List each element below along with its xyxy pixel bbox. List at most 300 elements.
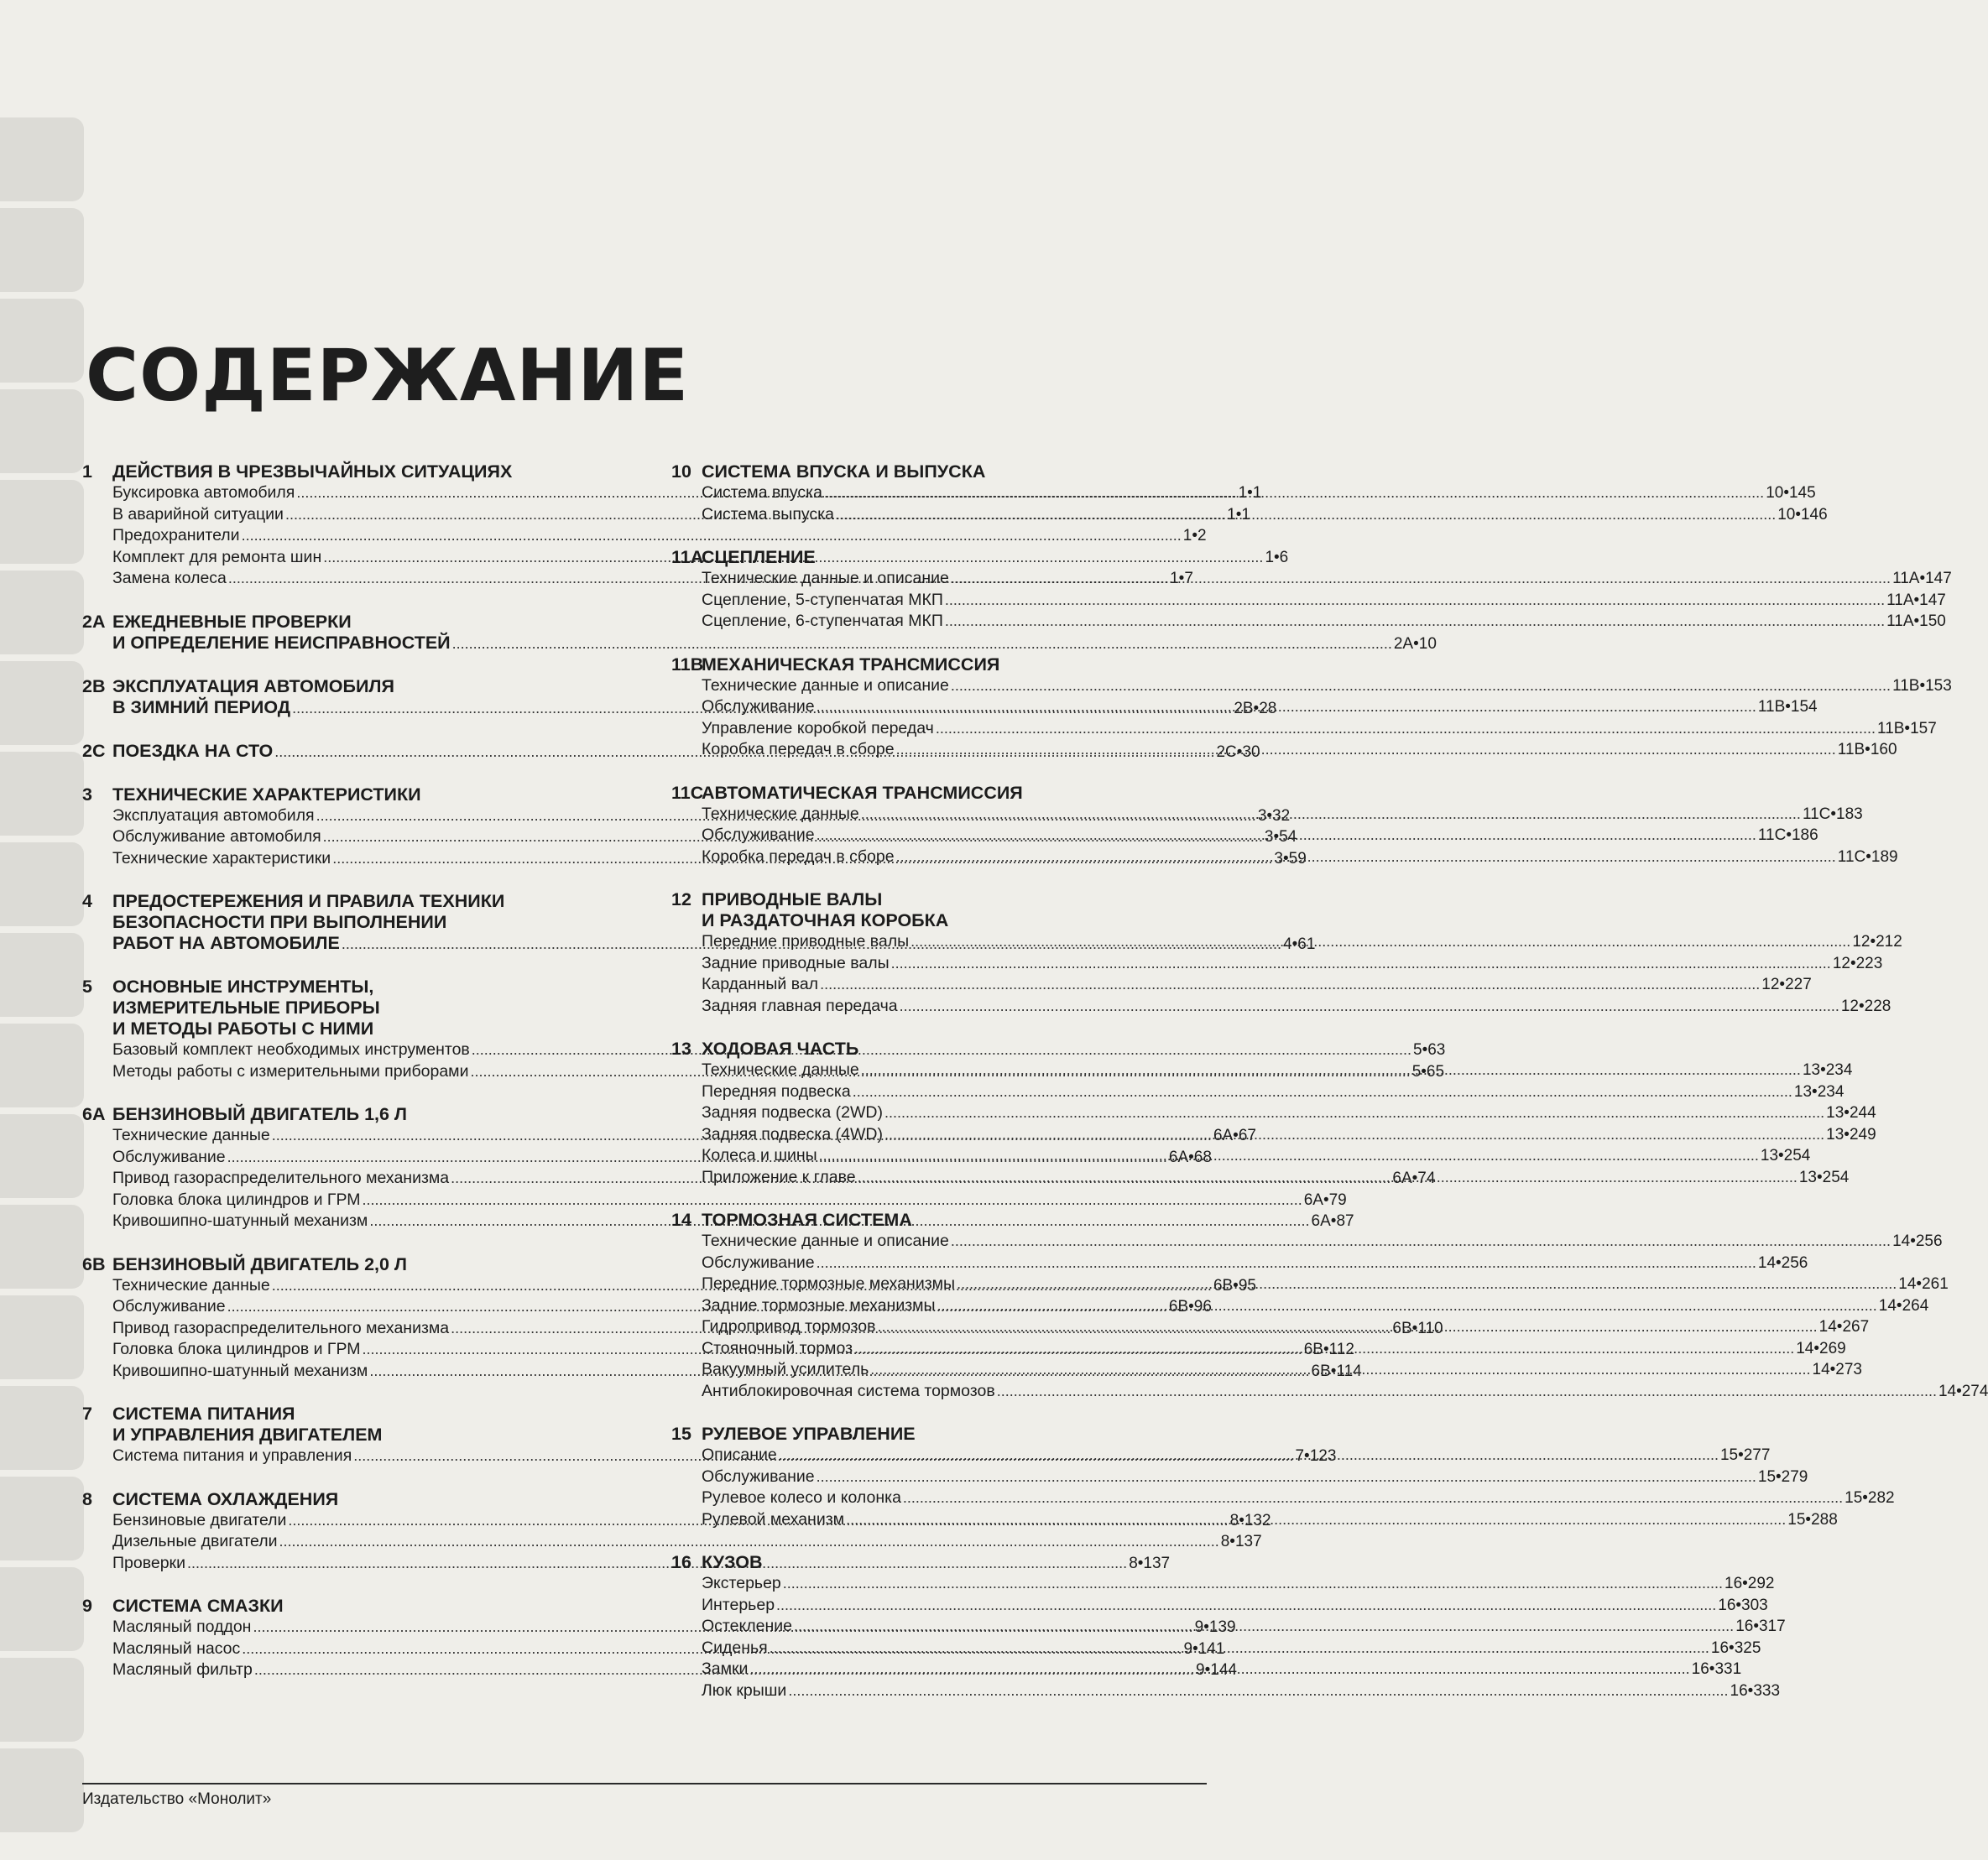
section-heading	[82, 784, 636, 805]
section-number: 12	[671, 889, 691, 909]
entry-text: Буксировка автомобиля	[112, 483, 295, 502]
leader-dots	[884, 1102, 1824, 1124]
section-heading	[671, 547, 1190, 568]
page-number: 16•331	[1691, 1660, 1742, 1678]
section-title-line: СИСТЕМА ВПУСКА И ВЫПУСКА	[702, 461, 986, 482]
section-title-line: БЕНЗИНОВЫЙ ДВИГАТЕЛЬ 1,6 Л	[112, 1104, 408, 1124]
leader-dots	[877, 1316, 1817, 1338]
section-title-line: СЦЕПЛЕНИЕ	[702, 547, 816, 567]
entry-text: Задняя подвеска (2WD)	[702, 1103, 883, 1122]
ghost-tab	[0, 933, 84, 1017]
toc-entry	[702, 1573, 1775, 1595]
section-number: 3	[82, 784, 92, 805]
section-number: 5	[82, 977, 92, 997]
section-title	[112, 784, 636, 805]
entry-text: Сцепление, 5-ступенчатая МКП	[702, 590, 943, 609]
section-title-line: И МЕТОДЫ РАБОТЫ С НИМИ	[112, 1019, 374, 1039]
section-title-line: ПРИВОДНЫЕ ВАЛЫ	[702, 889, 883, 909]
section-title-text: ПОЕЗДКА НА СТО	[112, 740, 274, 761]
toc-entry	[702, 1487, 1895, 1509]
page-number: 14•273	[1812, 1361, 1862, 1378]
leader-dots	[819, 1145, 1759, 1167]
entry-text: Система впуска	[702, 483, 822, 502]
entry-text: Обслуживание	[702, 1253, 815, 1272]
ghost-tab	[0, 117, 84, 201]
section-heading	[671, 889, 1190, 931]
page-number: 3•59	[1274, 849, 1307, 867]
entry-text: Масляный фильтр	[112, 1660, 253, 1679]
toc-entry	[702, 953, 1883, 975]
entry-text: Люк крыши	[702, 1680, 787, 1700]
entry-text: Колеса и шины	[702, 1146, 817, 1164]
section-title	[112, 1104, 636, 1125]
entry-text: Замена колеса	[112, 569, 227, 587]
page-number: 11A•147	[1892, 570, 1952, 587]
toc-entry	[112, 1190, 1347, 1211]
entry-text: Интерьер	[702, 1595, 775, 1614]
page-number: 12•227	[1761, 976, 1812, 993]
section-title-line: СИСТЕМА ОХЛАЖДЕНИЯ	[112, 1488, 339, 1509]
leader-dots	[896, 739, 1836, 761]
entry-text: Экстерьер	[702, 1574, 781, 1592]
publisher-footer: Издательство «Монолит»	[82, 1790, 272, 1808]
entry-text: Описание	[702, 1446, 777, 1464]
toc-entry	[702, 675, 1952, 697]
ghost-tab	[0, 1024, 84, 1107]
section-title-line: БЕНЗИНОВЫЙ ДВИГАТЕЛЬ 2,0 Л	[112, 1253, 408, 1274]
entry-text: Головка блока цилиндров и ГРМ	[112, 1190, 361, 1209]
leader-dots	[870, 1359, 1810, 1381]
page-number: 16•317	[1735, 1618, 1786, 1635]
entry-text: Базовый комплект необходимых инструментов	[112, 1040, 470, 1059]
entry-text: Проверки	[112, 1553, 185, 1572]
page-number: 16•303	[1718, 1596, 1768, 1614]
toc-entry	[702, 568, 1952, 590]
section-title-line: ДЕЙСТВИЯ В ЧРЕЗВЫЧАЙНЫХ СИТУАЦИЯХ	[112, 461, 513, 482]
section-heading	[82, 461, 636, 482]
section-title-line: АВТОМАТИЧЕСКАЯ ТРАНСМИССИЯ	[702, 782, 1023, 803]
leader-dots	[891, 953, 1831, 975]
section-title	[702, 1210, 1190, 1231]
section-title	[112, 1254, 636, 1275]
ghost-tab	[0, 299, 84, 383]
toc-entry	[702, 1102, 1876, 1124]
page-number: 16•292	[1724, 1575, 1775, 1592]
leader-dots	[937, 1295, 1877, 1317]
entry-text: Обслуживание	[112, 1297, 226, 1316]
page-number: 6B•95	[1213, 1276, 1256, 1295]
section-title-line: ЭКСПЛУАТАЦИЯ АВТОМОБИЛЯ	[112, 675, 394, 696]
section-heading	[82, 1596, 636, 1617]
section-title	[702, 1424, 1190, 1445]
leader-dots	[853, 1081, 1792, 1103]
section-number: 10	[671, 461, 691, 482]
section-heading	[82, 1104, 636, 1125]
entry-text: Приложение к главе	[702, 1167, 856, 1186]
entry-text: Масляный насос	[112, 1639, 241, 1658]
ghost-tab	[0, 1477, 84, 1560]
leader-dots	[749, 1659, 1689, 1680]
page-number: 6B•110	[1392, 1319, 1443, 1337]
entry-text: Обслуживание	[112, 1147, 226, 1166]
page-number: 14•267	[1818, 1318, 1870, 1336]
entry-text: Технические данные и описание	[702, 569, 949, 587]
entry-text: Задняя подвеска (4WD)	[702, 1124, 883, 1144]
section-title	[702, 1039, 1190, 1060]
section-title	[702, 889, 1190, 931]
page-number: 11B•160	[1837, 741, 1897, 758]
section-title-line: РУЛЕВОЕ УПРАВЛЕНИЕ	[702, 1424, 916, 1444]
entry-text: Обслуживание автомобиля	[112, 827, 321, 846]
section-title-line: ПРЕДОСТЕРЕЖЕНИЯ И ПРАВИЛА ТЕХНИКИ	[112, 891, 505, 911]
entry-text: Гидропривод тормозов	[702, 1317, 876, 1336]
entry-text: Рулевое колесо и колонка	[702, 1488, 901, 1507]
ghost-tab	[0, 752, 84, 836]
section-heading	[671, 1424, 1190, 1445]
entry-text: Карданный вал	[702, 975, 819, 993]
entry-text: Остекление	[702, 1617, 792, 1635]
leader-dots	[951, 1231, 1891, 1253]
section-number: 6A	[82, 1104, 106, 1124]
section-title	[702, 461, 1190, 482]
section-title-line: ИЗМЕРИТЕЛЬНЫЕ ПРИБОРЫ	[112, 998, 380, 1018]
toc-entry	[112, 525, 1207, 547]
page-number: 15•282	[1845, 1489, 1895, 1507]
entry-text: Система питания и управления	[112, 1446, 352, 1465]
toc-entry	[702, 1295, 1929, 1317]
section-number: 11B	[671, 654, 704, 675]
section-number: 4	[82, 891, 92, 911]
entry-text: Технические характеристики	[112, 848, 331, 867]
toc-entry	[702, 1145, 1811, 1167]
entry-text: Технические данные	[112, 1275, 270, 1295]
page-number: 16•333	[1730, 1681, 1781, 1700]
entry-text: Стояночный тормоз	[702, 1338, 853, 1357]
section-heading	[671, 1039, 1190, 1060]
section-title-line: ОСНОВНЫЕ ИНСТРУМЕНТЫ,	[112, 977, 374, 997]
page-number: 4•61	[1283, 935, 1316, 953]
section-number: 11C	[671, 782, 704, 803]
page-number: 6A•67	[1213, 1127, 1256, 1144]
leader-dots	[896, 847, 1836, 868]
leader-dots	[884, 1124, 1824, 1146]
page-number: 13•254	[1798, 1168, 1850, 1186]
section-number: 2A	[82, 611, 106, 632]
leader-dots	[788, 1680, 1728, 1702]
toc-entry	[702, 996, 1891, 1018]
section-heading	[671, 1210, 1190, 1231]
entry-text: Передние тормозные механизмы	[702, 1274, 956, 1293]
entry-text: Задние тормозные механизмы	[702, 1295, 936, 1315]
ghost-tab	[0, 1567, 84, 1651]
page-number: 6B•96	[1168, 1298, 1212, 1316]
entry-text: Задние приводные валы	[702, 953, 890, 972]
page-number: 13•249	[1826, 1125, 1876, 1144]
leader-dots	[957, 1274, 1897, 1295]
leader-dots	[861, 804, 1801, 826]
leader-dots	[794, 1616, 1734, 1638]
entry-text: Технические данные и описание	[702, 675, 949, 695]
page-number: 10•145	[1766, 484, 1816, 502]
page-number: 15•288	[1787, 1510, 1838, 1529]
page-number: 14•264	[1878, 1296, 1929, 1315]
entry-text: Привод газораспределительного механизма	[112, 1169, 450, 1187]
leader-dots	[911, 931, 1850, 953]
toc-entry	[702, 1595, 1768, 1617]
leader-dots	[817, 825, 1756, 847]
page-number: 11C•183	[1802, 805, 1863, 823]
page-number: 11B•157	[1877, 719, 1937, 737]
section-title-line: ЕЖЕДНЕВНЫЕ ПРОВЕРКИ	[112, 611, 352, 632]
toc-entry	[702, 718, 1937, 740]
section-number: 15	[671, 1424, 691, 1444]
section-number: 7	[82, 1404, 92, 1424]
section-heading	[671, 461, 1190, 482]
leader-dots	[936, 718, 1876, 740]
toc-entry	[112, 1531, 1262, 1553]
page-number: 15•279	[1757, 1467, 1808, 1486]
ghost-tab	[0, 1114, 84, 1198]
page-number: 9•141	[1183, 1639, 1225, 1658]
section-number: 8	[82, 1488, 92, 1509]
leader-dots	[951, 675, 1891, 697]
section-title	[112, 461, 636, 482]
page-number: 12•212	[1852, 933, 1902, 951]
leader-dots	[858, 1167, 1798, 1189]
page-number: 11B•153	[1892, 676, 1952, 695]
section-heading	[82, 1254, 636, 1275]
ghost-tab	[0, 661, 84, 745]
page-number: 1•2	[1182, 527, 1207, 544]
section-heading	[82, 977, 636, 1039]
section-title-text: И ОПРЕДЕЛЕНИЕ НЕИСПРАВНОСТЕЙ	[112, 632, 451, 653]
section-title	[112, 977, 636, 1039]
leader-dots	[903, 1487, 1843, 1509]
section-title-text: РАБОТ НА АВТОМОБИЛЕ	[112, 933, 340, 953]
page-number: 11B•154	[1757, 698, 1818, 716]
entry-text: Обслуживание	[702, 1467, 815, 1486]
page-number: 8•137	[1129, 1554, 1171, 1572]
section-title	[702, 547, 1190, 568]
page-number: 2C•30	[1216, 742, 1260, 761]
entry-text: Кривошипно-шатунный механизм	[112, 1361, 368, 1380]
page-number: 14•269	[1796, 1339, 1846, 1357]
entry-text: Дизельные двигатели	[112, 1532, 278, 1550]
section-heading	[671, 1552, 1190, 1573]
entry-text: Коробка передач в сборе	[702, 847, 895, 866]
page-number: 6A•87	[1311, 1212, 1354, 1230]
section-title	[112, 1489, 636, 1510]
page-title: СОДЕРЖАНИЕ	[86, 334, 690, 418]
section-heading	[82, 1404, 636, 1446]
entry-text: Эксплуатация автомобиля	[112, 805, 315, 825]
page-number: 1•6	[1265, 548, 1289, 566]
page-number: 6A•74	[1392, 1170, 1436, 1187]
section-title	[112, 1596, 636, 1617]
entry-text: Коробка передач в сборе	[702, 740, 895, 758]
page-number: 3•54	[1264, 828, 1297, 846]
ghost-tab	[0, 1205, 84, 1289]
leader-dots	[945, 590, 1885, 612]
ghost-tab	[0, 842, 84, 926]
leader-dots	[779, 1445, 1719, 1467]
entry-text: Кривошипно-шатунный механизм	[112, 1211, 368, 1230]
entry-text: Обслуживание	[702, 697, 815, 716]
section-number: 14	[671, 1210, 691, 1230]
leader-dots	[945, 611, 1885, 633]
entry-text: Задняя главная передача	[702, 996, 898, 1015]
entry-text: Вакуумный усилитель	[702, 1360, 869, 1378]
page-number: 10•146	[1777, 505, 1828, 524]
entry-text: Обслуживание	[702, 826, 815, 844]
leader-dots	[854, 1338, 1794, 1360]
leader-dots	[824, 482, 1764, 504]
leader-dots	[776, 1595, 1716, 1617]
page-number: 11A•147	[1886, 591, 1946, 609]
page-number: 14•261	[1898, 1275, 1949, 1293]
section-title-line: И УПРАВЛЕНИЯ ДВИГАТЕЛЕМ	[112, 1425, 383, 1445]
page-number: 13•234	[1802, 1061, 1853, 1079]
section-title-line: МЕХАНИЧЕСКАЯ ТРАНСМИССИЯ	[702, 654, 1000, 675]
section-title-line: ТЕХНИЧЕСКИЕ ХАРАКТЕРИСТИКИ	[112, 784, 421, 805]
page-number: 2B•28	[1234, 699, 1277, 717]
toc-entry	[702, 1381, 1988, 1403]
leader-dots	[770, 1638, 1709, 1659]
entry-text: Комплект для ремонта шин	[112, 547, 322, 566]
page-number: 6B•114	[1311, 1362, 1362, 1380]
toc-entry	[702, 1253, 1808, 1274]
section-number: 16	[671, 1552, 691, 1572]
page-number: 8•132	[1229, 1511, 1271, 1529]
section-number: 2B	[82, 675, 106, 696]
entry-text: Система выпуска	[702, 504, 834, 524]
section-title-line: БЕЗОПАСНОСТИ ПРИ ВЫПОЛНЕНИИ	[112, 912, 447, 932]
entry-text: Сиденья	[702, 1638, 768, 1657]
leader-dots	[836, 504, 1776, 526]
entry-text: Управление коробкой передач	[702, 718, 934, 737]
section-number: 6B	[82, 1253, 106, 1274]
page-number: 2A•10	[1393, 634, 1437, 653]
toc-entry	[702, 590, 1946, 612]
section-number: 13	[671, 1039, 691, 1059]
ghost-tab	[0, 480, 84, 564]
entry-text: Предохранители	[112, 526, 240, 544]
entry-text: Антиблокировочная система тормозов	[702, 1381, 995, 1400]
leader-dots	[817, 1467, 1756, 1488]
toc-entry	[702, 1081, 1845, 1103]
page-number: 1•7	[1170, 570, 1193, 587]
leader-dots	[783, 1573, 1723, 1595]
page-number: 7•123	[1295, 1447, 1337, 1465]
section-title-line: КУЗОВ	[702, 1552, 763, 1572]
toc-entry	[702, 1680, 1781, 1702]
leader-dots	[820, 974, 1760, 996]
section-title	[702, 783, 1190, 804]
page-number: 6A•79	[1303, 1191, 1347, 1209]
entry-text: Привод газораспределительного механизма	[112, 1318, 450, 1337]
page-number: 15•277	[1719, 1446, 1771, 1464]
leader-dots	[951, 568, 1891, 590]
section-title	[702, 1552, 1190, 1573]
page-number: 11C•186	[1757, 826, 1818, 844]
page-number: 3•32	[1257, 806, 1291, 825]
ghost-tab	[0, 389, 84, 473]
page-number: 6A•68	[1168, 1148, 1212, 1166]
page-number: 9•144	[1196, 1661, 1237, 1679]
entry-text: В аварийной ситуации	[112, 504, 284, 524]
section-number: 11A	[671, 547, 704, 567]
entry-text: Замки	[702, 1659, 749, 1678]
page-number: 12•223	[1832, 954, 1883, 972]
section-heading	[82, 1489, 636, 1510]
ghost-tab	[0, 1658, 84, 1742]
leader-dots	[846, 1509, 1786, 1531]
toc-entry	[702, 1231, 1943, 1253]
page-number: 9•139	[1194, 1618, 1236, 1636]
page-number: 1•1	[1227, 505, 1250, 524]
ghost-tab	[0, 1748, 84, 1832]
page-number: 14•256	[1892, 1232, 1943, 1250]
entry-text: Технические данные	[112, 1126, 270, 1144]
page-number: 5•65	[1411, 1062, 1445, 1081]
leader-dots	[900, 996, 1839, 1018]
entry-text: Масляный поддон	[112, 1618, 252, 1636]
section-entries	[702, 568, 1952, 633]
leader-dots	[997, 1381, 1937, 1403]
section-number: 9	[82, 1596, 92, 1616]
entry-text: Методы работы с измерительными приборами	[112, 1061, 469, 1081]
page-number: 13•234	[1793, 1082, 1845, 1101]
entry-text: Бензиновые двигатели	[112, 1510, 287, 1529]
page-number: 12•228	[1840, 997, 1891, 1015]
entry-text: Технические данные и описание	[702, 1232, 949, 1250]
page-number: 14•274	[1938, 1382, 1988, 1400]
section-title-line: И РАЗДАТОЧНАЯ КОРОБКА	[702, 910, 949, 930]
section-title-text: В ЗИМНИЙ ПЕРИОД	[112, 696, 291, 717]
page-number: 6B•112	[1303, 1341, 1354, 1358]
page-number: 1•1	[1238, 484, 1262, 502]
section-title	[702, 654, 1190, 675]
section-title	[112, 1404, 636, 1446]
page-number: 5•63	[1413, 1041, 1446, 1059]
section-number: 1	[82, 461, 92, 482]
toc-entry	[702, 611, 1946, 633]
page-number: 8•137	[1220, 1533, 1262, 1550]
page-number: 14•256	[1757, 1253, 1808, 1272]
entry-text: Рулевой механизм	[702, 1509, 845, 1529]
section-heading	[671, 654, 1190, 675]
ghost-tab	[0, 1386, 84, 1470]
entry-text: Технические данные	[702, 804, 859, 823]
toc-entry	[112, 826, 1297, 848]
entry-text: Передняя подвеска	[702, 1081, 851, 1101]
entry-text: Технические данные	[702, 1060, 859, 1079]
ghost-tab	[0, 208, 84, 292]
leader-dots	[861, 1060, 1801, 1081]
section-heading	[671, 783, 1190, 804]
toc-entry	[702, 974, 1812, 996]
page-number: 13•244	[1826, 1104, 1876, 1122]
leader-dots	[817, 1253, 1756, 1274]
page-number: 13•254	[1760, 1147, 1811, 1164]
page-number: 11A•150	[1886, 612, 1946, 630]
page-number: 11C•189	[1837, 847, 1898, 866]
ghost-tab	[0, 1295, 84, 1379]
section-title-line: СИСТЕМА СМАЗКИ	[112, 1596, 284, 1616]
entry-text: Головка блока цилиндров и ГРМ	[112, 1340, 361, 1358]
section-title-line: ХОДОВАЯ ЧАСТЬ	[702, 1039, 859, 1059]
footer-divider	[82, 1783, 1207, 1784]
